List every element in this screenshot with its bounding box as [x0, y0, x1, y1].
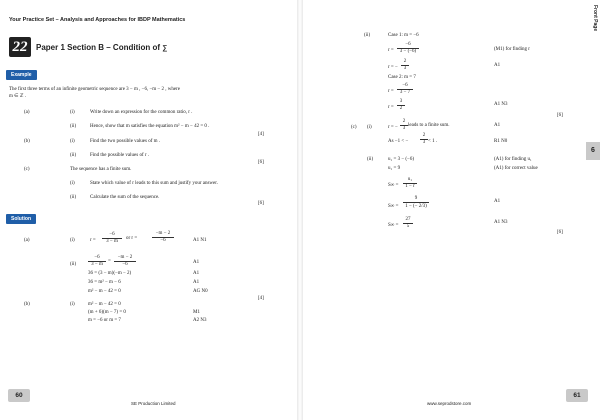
r-lhs: r = — [388, 89, 394, 94]
sol-line: m = −6 or m = 7 — [88, 318, 121, 323]
sol-line: (m + 6)(m − 7) = 0 — [88, 310, 126, 315]
sol-a-i-lhs: r = — [90, 238, 96, 243]
footer-right: www.seprodstore.com — [427, 401, 472, 406]
mark-scheme: A1 — [193, 271, 200, 276]
frac-num: u₁ — [407, 177, 413, 182]
frac-den: −6 — [160, 238, 166, 243]
q-text: Write down an expression for the common ratio, r . — [90, 110, 193, 115]
page-number-right: 61 — [566, 389, 588, 402]
marks-sol-c: [6] — [557, 230, 563, 235]
solution-tag: Solution — [6, 214, 36, 224]
frac-den: 3 − m — [106, 239, 118, 244]
frac-num: 27 — [405, 217, 411, 222]
sol-line: 36 = (3 − m)(−m − 2) — [88, 271, 132, 276]
frac-den: 3 − (−6) — [399, 49, 417, 54]
section-number-badge: 22 — [9, 37, 31, 57]
sol-line: u₁ = 9 — [388, 166, 401, 171]
sol-line: m² − m − 42 = 0 — [88, 302, 121, 307]
q-sub-label: (i) — [70, 110, 75, 115]
frac-num: 2 — [402, 119, 406, 124]
frac-den: 1 − (− 2/3) — [405, 204, 427, 209]
case-label: Case 1: m = −6 — [388, 33, 419, 38]
q-text: Hence, show that m satisfies the equation m² − m − 42 = 0 . — [90, 124, 210, 129]
mark-scheme: A2 N3 — [193, 318, 207, 323]
q-text: Find the two possible values of m . — [90, 139, 160, 144]
footer-left: SE Production Limited — [131, 401, 176, 406]
frac-num: 2 — [422, 133, 426, 138]
mark-scheme: A1 — [193, 280, 200, 285]
frac-den: 2 — [399, 106, 403, 111]
sol-text: As −1 < − — [388, 139, 409, 144]
mark-scheme: A1 — [193, 260, 200, 265]
marks-sol-b: [6] — [557, 113, 563, 118]
frac-den: 3 − 7 — [399, 90, 411, 95]
sol-part-label: (a) — [24, 238, 30, 243]
sol-text: leads to a finite sum. — [408, 123, 450, 128]
section-title — [36, 43, 167, 52]
q-sub-label: (ii) — [70, 124, 77, 129]
frac-num: −m − 2 — [117, 255, 133, 260]
mark-scheme: A1 — [494, 123, 501, 128]
frac-num: −m − 2 — [155, 231, 171, 236]
sol-sub-label: (ii) — [70, 262, 77, 267]
frac-den: 3 — [403, 66, 407, 71]
mark-scheme: A1 N1 — [193, 238, 207, 243]
r-lhs: r = − — [388, 65, 398, 70]
mark-scheme: (M1) for finding r — [494, 47, 530, 52]
frac-num: −6 — [109, 232, 115, 237]
marks-a: [4] — [258, 132, 264, 137]
q-part-label: (c) — [24, 167, 30, 172]
q-part-label: (a) — [24, 110, 30, 115]
frac-num: −6 — [405, 42, 411, 47]
q-text: State which value of r leads to this sum and justify your answer. — [90, 181, 218, 186]
sol-sub-label: (i) — [70, 238, 75, 243]
frac-den: 1 − r — [405, 184, 415, 189]
sol-sub-label: (i) — [70, 302, 75, 307]
section-title-text: Paper 1 Section B – Condition of — [36, 43, 161, 52]
sinf-lhs: S∞ = — [388, 183, 399, 188]
sol-line: m² − m − 42 = 0 — [88, 289, 121, 294]
frac-num: 2 — [403, 59, 407, 64]
frac-num: 9 — [414, 196, 418, 201]
case-label: Case 2: m = 7 — [388, 75, 416, 80]
sol-part-label: (b) — [24, 302, 30, 307]
sol-sub-label: (ii) — [367, 157, 374, 162]
sigma-symbol-icon: ∑ — [162, 45, 168, 52]
mark-scheme: A1 N3 — [494, 220, 508, 225]
q-part-label: (b) — [24, 139, 30, 144]
mark-scheme: R1 N0 — [494, 139, 508, 144]
side-chapter-tab: 6 — [586, 142, 600, 160]
sol-text: < 1 . — [428, 139, 438, 144]
frac-num: −6 — [94, 255, 100, 260]
sol-line: u₁ = 3 − (−6) — [388, 157, 415, 162]
sol-part-label: (c) — [351, 125, 357, 130]
marks-c: [6] — [258, 201, 264, 206]
example-tag: Example — [6, 70, 37, 80]
sol-line: 36 = m² − m − 6 — [88, 280, 121, 285]
frac-den: 3 — [422, 140, 426, 145]
mark-scheme: AG N0 — [193, 289, 208, 294]
left-page — [0, 0, 298, 420]
marks-b: [6] — [258, 160, 264, 165]
running-header: Your Practice Set – Analysis and Approaches for IBDP Mathematics — [9, 17, 186, 23]
frac-bar — [403, 202, 429, 203]
frac-den: 3 — [402, 126, 406, 131]
right-page — [302, 0, 600, 420]
marks-sol-a: [4] — [258, 296, 264, 301]
vertical-label: Front Page — [592, 5, 598, 32]
r-lhs: r = — [388, 48, 394, 53]
intro-line-2: m ∈ ℤ . — [9, 94, 26, 99]
sinf-lhs: S∞ = — [388, 223, 399, 228]
q-text: Calculate the sum of the sequence. — [90, 195, 160, 200]
sinf-lhs: S∞ = — [388, 204, 399, 209]
frac-num: −6 — [402, 83, 408, 88]
q-sub-label: (i) — [70, 181, 75, 186]
mark-scheme: (A1) for correct value — [494, 166, 538, 171]
mark-scheme: M1 — [193, 310, 200, 315]
frac-den: 3 − m — [91, 262, 103, 267]
frac-den: 5 — [406, 224, 410, 229]
sol-sub-label: (ii) — [364, 33, 371, 38]
q-text: Find the possible values of r . — [90, 153, 150, 158]
mark-scheme: A1 — [494, 199, 501, 204]
r-lhs: r = − — [388, 125, 398, 130]
q-sub-label: (ii) — [70, 195, 77, 200]
sol-sub-label: (i) — [367, 125, 372, 130]
mark-scheme: (A1) for finding u₁ — [494, 157, 532, 162]
mark-scheme: A1 N3 — [494, 102, 508, 107]
q-sub-label: (ii) — [70, 153, 77, 158]
intro-line-1: The first three terms of an infinite geometric sequence are 3 − m , −6, −m − 2 , where — [9, 87, 180, 92]
equals-sign: = — [108, 259, 111, 264]
frac-num: 3 — [399, 99, 403, 104]
q-sub-label: (i) — [70, 139, 75, 144]
r-lhs: r = — [388, 105, 394, 110]
sol-a-i-mid: or r = — [126, 236, 138, 241]
q-text: The sequence has a finite sum. — [70, 167, 132, 172]
page-number-left: 60 — [8, 389, 30, 402]
mark-scheme: A1 — [494, 63, 501, 68]
frac-den: −6 — [122, 262, 128, 267]
